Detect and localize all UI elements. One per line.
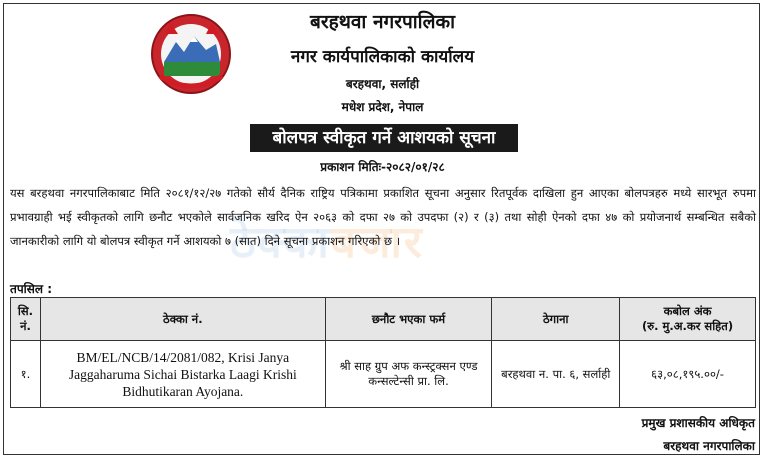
cell-address: बरहथवा न. पा. ६, सर्लाही [492,341,620,408]
notice-body: यस बरहथवा नगरपालिकाबाट मिति २०८१/१२/२७ गतेको सौर्य दैनिक राष्ट्रिय पत्रिकामा प्रकाशित सूचना अनुसार रितपूर्वक दाखिला हुन आएका बोलपत्रहरु मध्ये सारभूत रुपमा प्रभावग्राही भई स्वीकृतको लागि छनौट भएकोले सार्वजनिक खरिद ऐन २०६३ को दफा २७ को उपदफा (२) र (३) तथा सोही ऐनको दफा ४७ को प्रयोजनार्थ सम्बन्धित सबैको जानकारीको लागि यो बोलपत्र स्वीकृत गर्ने आशयको ७ (सात) दिने सूचना प्रकाशन गरिएको छ । [10,186,756,248]
header-bid-label: कबोल अंक [663,304,712,318]
office-province: मधेश प्रदेश, नेपाल [341,100,424,114]
signatory-title: प्रमुख प्रशासकीय अधिकृत [641,416,755,430]
header-firm: छनौट भएका फर्म [325,298,492,341]
cell-sn: १. [11,341,41,408]
notice-title: बोलपत्र स्वीकृत गर्ने आशयको सूचना [250,124,518,152]
header-address: ठेगाना [492,298,620,341]
cell-contract: BM/EL/NCB/14/2081/082, Krisi Janya Jaggaharuma Sichai Bistarka Laagi Krishi Bidhutikaran Ayojana. [40,341,325,408]
publication-date-value: २०८२/०१/२८ [386,160,445,174]
office-name: नगर कार्यपालिकाको कार्यालय [290,47,475,67]
watermark-left: ठेक्का [230,217,331,268]
bid-table [10,297,756,408]
publication-date-label: प्रकाशन मितिः- [320,160,387,174]
publication-date [0,158,765,175]
watermark-right: बजार [330,217,424,268]
header-bid-sub: (रु. मु.अ.कर सहित) [641,319,734,333]
office-location: बरहथवा, सर्लाही [345,77,420,91]
table-header-row [11,298,756,341]
table-row [11,341,756,408]
cell-bid: ६३,०८,१९५.००/- [620,341,756,408]
cell-firm: श्री साह ग्रुप अफ कन्स्ट्रक्सन एण्ड कन्सल्टेन्सी प्रा. लि. [325,341,492,408]
header-bid [620,298,756,341]
signatory-office: बरहथवा नगरपालिका [663,439,755,453]
details-label: तपसिल : [10,282,52,296]
header-sn: सि. नं. [11,298,41,341]
header-contract: ठेक्का नं. [40,298,325,341]
municipality-name: बरहथवा नगरपालिका [310,11,455,33]
